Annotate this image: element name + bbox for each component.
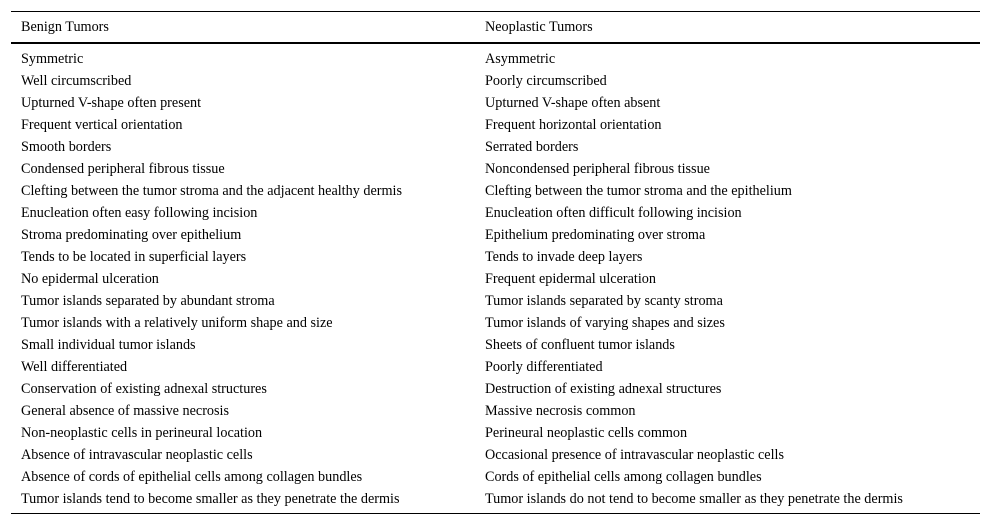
neoplastic-tumor-cell: Destruction of existing adnexal structures	[485, 381, 722, 397]
benign-tumor-cell: Small individual tumor islands	[21, 337, 196, 353]
benign-tumor-cell: Tends to be located in superficial layers	[21, 249, 247, 265]
neoplastic-tumor-cell: Tumor islands separated by scanty stroma	[485, 293, 723, 309]
header-neoplastic-tumors: Neoplastic Tumors	[485, 18, 593, 35]
benign-tumor-cell: Conservation of existing adnexal structures	[21, 381, 267, 397]
table-row	[11, 224, 980, 246]
header-benign-tumors: Benign Tumors	[21, 18, 109, 35]
table-row	[11, 268, 980, 290]
benign-tumor-cell: Condensed peripheral fibrous tissue	[21, 161, 225, 177]
table-row	[11, 422, 980, 444]
neoplastic-tumor-cell: Serrated borders	[485, 139, 579, 155]
table-row	[11, 92, 980, 114]
neoplastic-tumor-cell: Tends to invade deep layers	[485, 249, 643, 265]
table-row	[11, 334, 980, 356]
table-row	[11, 70, 980, 92]
table-row	[11, 444, 980, 466]
benign-tumor-cell: Enucleation often easy following incision	[21, 205, 258, 221]
neoplastic-tumor-cell: Epithelium predominating over stroma	[485, 227, 706, 243]
table-row	[11, 114, 980, 136]
neoplastic-tumor-cell: Poorly differentiated	[485, 359, 603, 375]
table-row	[11, 202, 980, 224]
table-row	[11, 136, 980, 158]
benign-tumor-cell: Tumor islands separated by abundant stroma	[21, 293, 275, 309]
benign-tumor-cell: Well circumscribed	[21, 73, 132, 89]
benign-tumor-cell: Tumor islands with a relatively uniform shape and size	[21, 315, 333, 331]
table-row	[11, 246, 980, 268]
benign-tumor-cell: Clefting between the tumor stroma and the adjacent healthy dermis	[21, 183, 402, 199]
neoplastic-tumor-cell: Cords of epithelial cells among collagen bundles	[485, 469, 762, 485]
table-row	[11, 290, 980, 312]
benign-tumor-cell: Absence of cords of epithelial cells among collagen bundles	[21, 469, 363, 485]
neoplastic-tumor-cell: Asymmetric	[485, 51, 556, 67]
neoplastic-tumor-cell: Clefting between the tumor stroma and the epithelium	[485, 183, 792, 199]
neoplastic-tumor-cell: Tumor islands do not tend to become smaller as they penetrate the dermis	[485, 491, 903, 507]
table-body	[11, 43, 980, 514]
benign-tumor-cell: Smooth borders	[21, 139, 112, 155]
comparison-table-container	[11, 11, 980, 514]
table-row	[11, 466, 980, 488]
table-row	[11, 488, 980, 514]
table-row	[11, 378, 980, 400]
neoplastic-tumor-cell: Sheets of confluent tumor islands	[485, 337, 675, 353]
benign-tumor-cell: General absence of massive necrosis	[21, 403, 229, 419]
neoplastic-tumor-cell: Tumor islands of varying shapes and sizes	[485, 315, 725, 331]
benign-tumor-cell: Upturned V-shape often present	[21, 95, 202, 111]
neoplastic-tumor-cell: Poorly circumscribed	[485, 73, 607, 89]
benign-tumor-cell: Absence of intravascular neoplastic cells	[21, 447, 253, 463]
neoplastic-tumor-cell: Massive necrosis common	[485, 403, 636, 419]
neoplastic-tumor-cell: Frequent horizontal orientation	[485, 117, 662, 133]
table-row	[11, 356, 980, 378]
neoplastic-tumor-cell: Occasional presence of intravascular neoplastic cells	[485, 447, 784, 463]
benign-tumor-cell: Stroma predominating over epithelium	[21, 227, 242, 243]
benign-tumor-cell: Tumor islands tend to become smaller as they penetrate the dermis	[21, 491, 400, 507]
table-row	[11, 43, 980, 70]
neoplastic-tumor-cell: Frequent epidermal ulceration	[485, 271, 656, 287]
neoplastic-tumor-cell: Enucleation often difficult following incision	[485, 205, 742, 221]
benign-tumor-cell: Non-neoplastic cells in perineural location	[21, 425, 263, 441]
table-row	[11, 158, 980, 180]
neoplastic-tumor-cell: Upturned V-shape often absent	[485, 95, 661, 111]
header-row	[11, 12, 980, 44]
benign-tumor-cell: Symmetric	[21, 51, 84, 67]
neoplastic-tumor-cell: Noncondensed peripheral fibrous tissue	[485, 161, 710, 177]
table-row	[11, 312, 980, 334]
table-header	[11, 12, 980, 44]
benign-tumor-cell: Well differentiated	[21, 359, 128, 375]
benign-tumor-cell: Frequent vertical orientation	[21, 117, 183, 133]
table-row	[11, 180, 980, 202]
benign-tumor-cell: No epidermal ulceration	[21, 271, 159, 287]
comparison-table	[11, 11, 980, 514]
table-row	[11, 400, 980, 422]
neoplastic-tumor-cell: Perineural neoplastic cells common	[485, 425, 688, 441]
